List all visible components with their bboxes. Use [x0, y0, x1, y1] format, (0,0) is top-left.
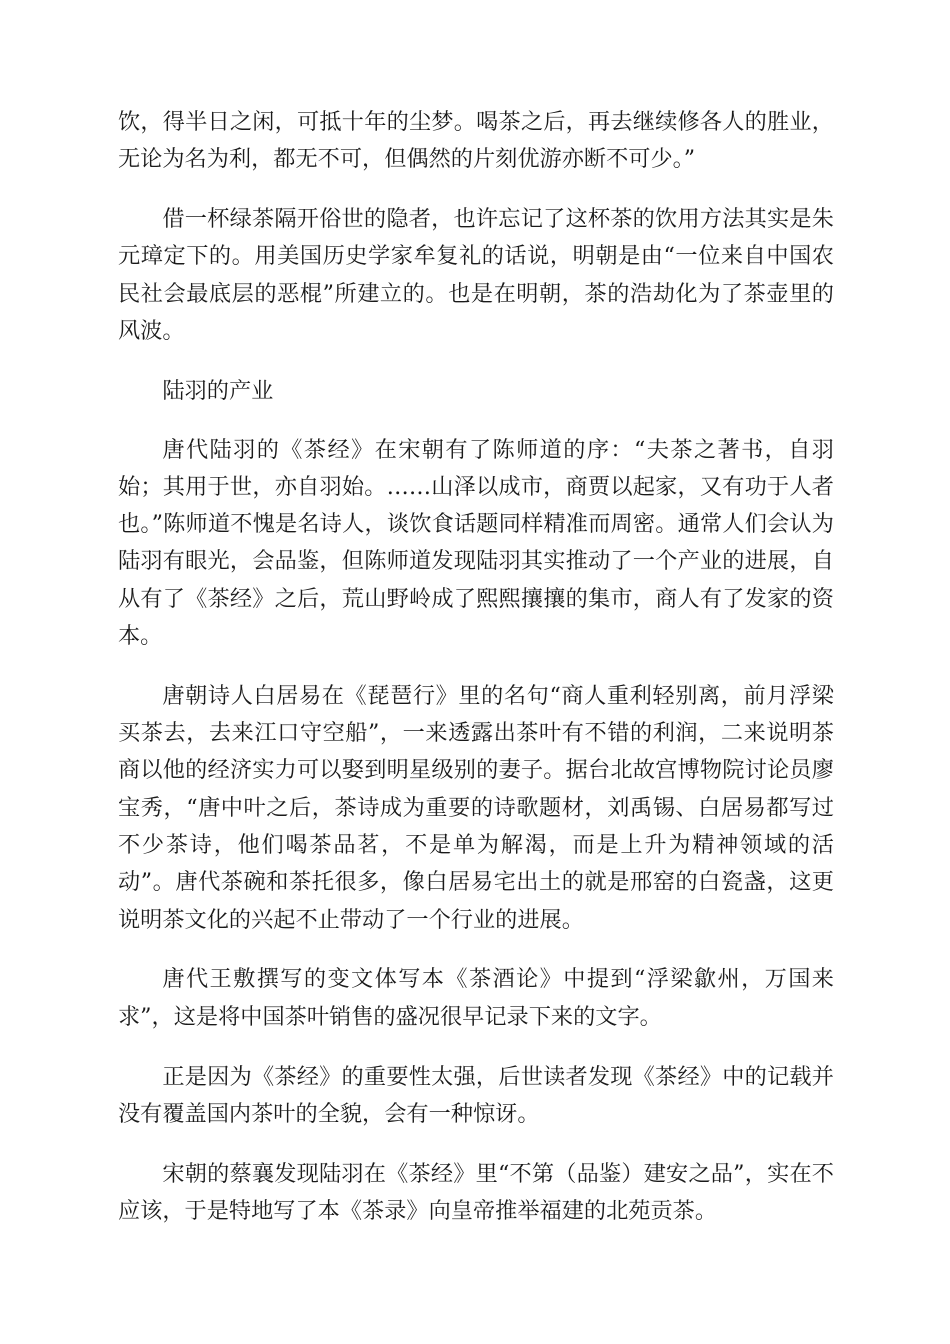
- body-text: [118, 104, 834, 1253]
- paragraph-cai-xiang: 宋朝的蔡襄发现陆羽在《茶经》里“不第（品鉴）建安之品”，实在不应该，于是特地写了本《茶录》向皇帝推举福建的北苑贡茶。: [118, 1160, 834, 1224]
- section-heading: 陆羽的产业: [162, 377, 274, 404]
- paragraph-ming-dynasty: 借一杯绿茶隔开俗世的隐者，也许忘记了这杯茶的饮用方法其实是朱元璋定下的。用美国历史学家牟复礼的话说，明朝是由“一位来自中国农民社会最底层的恶棍”所建立的。也是在明朝，茶的浩劫化为了茶壶里的风波。: [118, 206, 834, 344]
- paragraph-chajing-preface: 唐代陆羽的《茶经》在宋朝有了陈师道的序：“夫茶之著书，自羽始；其用于世，亦自羽始。……山泽以成市，商贾以起家，又有功于人者也。”陈师道不愧是名诗人，谈饮食话题同样精准而周密。通常人们会认为陆羽有眼光，会品鉴，但陈师道发现陆羽其实推动了一个产业的进展，自从有了《茶经》之后，荒山野岭成了熙熙攘攘的集市，商人有了发家的资本。: [118, 436, 834, 650]
- paragraph-chajiulun: 唐代王敷撰写的变文体写本《茶酒论》中提到“浮梁歙州，万国来求”，这是将中国茶叶销售的盛况很早记录下来的文字。: [118, 966, 834, 1030]
- paragraph-chajing-importance: 正是因为《茶经》的重要性太强，后世读者发现《茶经》中的记载并没有覆盖国内茶叶的全貌，会有一种惊讶。: [118, 1063, 834, 1127]
- paragraph-continued: 饮，得半日之闲，可抵十年的尘梦。喝茶之后，再去继续修各人的胜业，无论为名为利，都无不可，但偶然的片刻优游亦断不可少。”: [118, 109, 834, 173]
- paragraph-bai-juyi: 唐朝诗人白居易在《琵琶行》里的名句“商人重利轻别离，前月浮梁买茶去，去来江口守空船”，一来透露出茶叶有不错的利润，二来说明茶商以他的经济实力可以娶到明星级别的妻子。据台北故宫博物院讨论员廖宝秀，“唐中叶之后，茶诗成为重要的诗歌题材，刘禹锡、白居易都写过不少茶诗，他们喝茶品茗，不是单为解渴，而是上升为精神领域的活动”。唐代茶碗和茶托很多，像白居易宅出土的就是邢窑的白瓷盏，这更说明茶文化的兴起不止带动了一个行业的进展。: [118, 682, 834, 933]
